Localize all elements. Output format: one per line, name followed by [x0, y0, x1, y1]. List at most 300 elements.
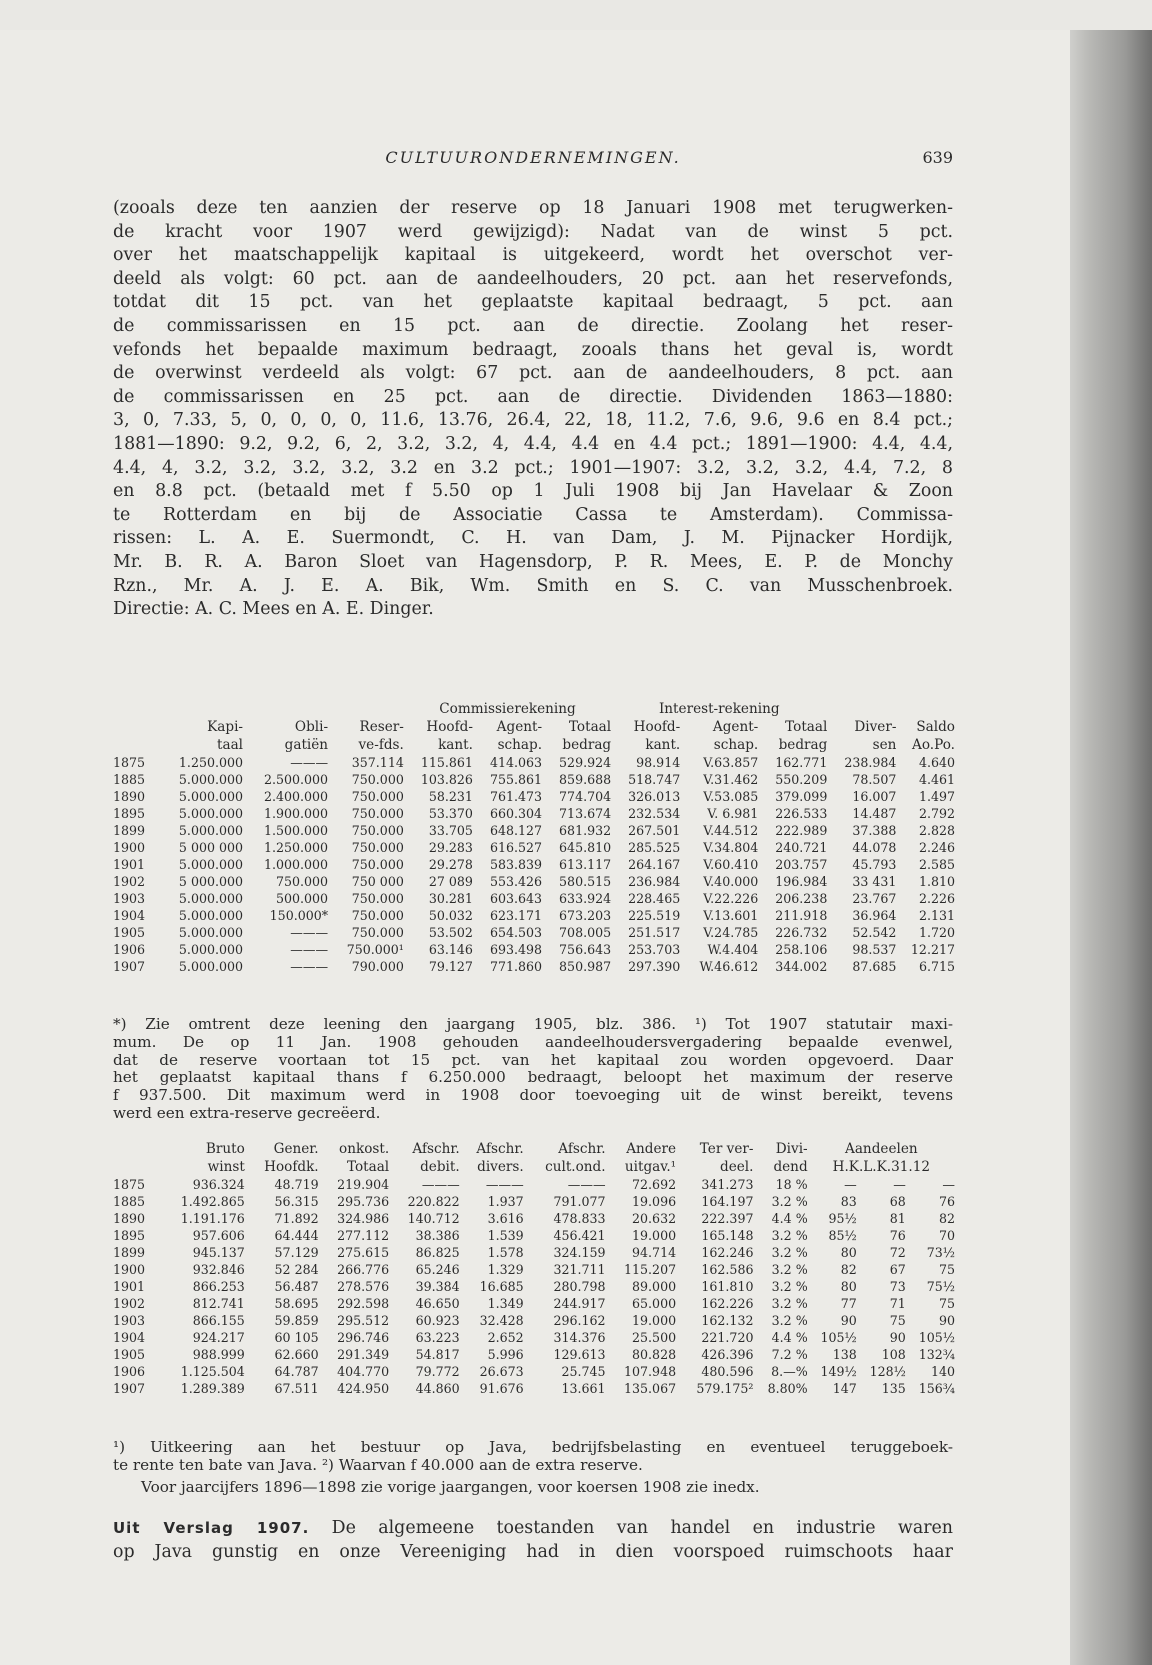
body-line: de kracht voor 1907 werd gewijzigd): Nadat van de winst 5 pct.: [113, 221, 953, 242]
value-cell: 4.461: [918, 772, 955, 787]
column-header: ve-fds.: [358, 737, 404, 753]
value-cell: 456.421: [553, 1228, 606, 1243]
value-cell: 82: [840, 1262, 857, 1277]
column-header: divers.: [477, 1159, 524, 1175]
value-cell: 135.067: [624, 1381, 677, 1396]
header-row: [113, 1140, 955, 1158]
value-cell: 1.250.000: [178, 755, 244, 770]
header-row: [113, 1158, 955, 1176]
group-header-row: [113, 700, 955, 718]
value-cell: 226.533: [775, 806, 828, 821]
value-cell: 75½: [926, 1279, 955, 1294]
value-cell: 750.000: [351, 789, 404, 804]
year-cell: 1903: [113, 1313, 146, 1328]
year-cell: 1905: [113, 925, 146, 940]
value-cell: 58.231: [428, 789, 473, 804]
value-cell: 64.444: [274, 1228, 319, 1243]
table-row: [113, 1278, 955, 1295]
profit-table-footnote: [113, 1439, 953, 1475]
value-cell: 1.000.000: [263, 857, 329, 872]
year-cell: 1901: [113, 857, 146, 872]
page-header: [113, 148, 953, 172]
column-header: schap.: [497, 737, 543, 753]
value-cell: 258.106: [775, 942, 828, 957]
table-row: [113, 890, 955, 907]
column-header: Ter ver-: [699, 1141, 754, 1157]
value-cell: 812.741: [192, 1296, 245, 1311]
year-cell: 1900: [113, 1262, 146, 1277]
year-header-cell: [113, 736, 158, 754]
value-cell: ———: [567, 1177, 606, 1192]
value-cell: V.60.410: [703, 857, 759, 872]
value-cell: 14.487: [852, 806, 897, 821]
table-row: [113, 754, 955, 771]
value-cell: V.22.226: [703, 891, 759, 906]
value-cell: V.13.601: [703, 908, 759, 923]
column-header: winst: [207, 1159, 245, 1175]
value-cell: 138: [832, 1347, 857, 1362]
value-cell: 633.924: [559, 891, 612, 906]
value-cell: 291.349: [337, 1347, 390, 1362]
value-cell: 75: [889, 1313, 906, 1328]
value-cell: 774.704: [559, 789, 612, 804]
value-cell: ———: [290, 942, 329, 957]
value-cell: 1.578: [487, 1245, 524, 1260]
table-row: [113, 1210, 955, 1227]
value-cell: 65.246: [415, 1262, 460, 1277]
value-cell: 36.964: [852, 908, 897, 923]
footnote-line: dat de reserve voortaan tot 15 pct. van het kapitaal zou worden opgevoerd. Daar: [113, 1050, 953, 1069]
value-cell: 81: [889, 1211, 906, 1226]
value-cell: 37.388: [852, 823, 897, 838]
body-line: vefonds het bepaalde maximum bedraagt, zooals thans het geval is, wordt: [113, 339, 953, 360]
column-header: Afschr.: [412, 1141, 460, 1157]
value-cell: 404.770: [337, 1364, 390, 1379]
value-cell: 295.512: [337, 1313, 390, 1328]
value-cell: 478.833: [553, 1211, 606, 1226]
value-cell: 3.2 %: [771, 1228, 808, 1243]
value-cell: 623.171: [489, 908, 543, 923]
column-header: sen: [872, 737, 897, 753]
year-cell: 1895: [113, 1228, 146, 1243]
body-line: totdat dit 15 pct. van het geplaatste kapitaal bedraagt, 5 pct. aan: [113, 292, 953, 313]
year-cell: 1875: [113, 755, 146, 770]
column-header: Afschr.: [476, 1141, 524, 1157]
column-header: Agent-: [712, 719, 759, 735]
group-header-interest-rekening: Interest-rekening: [658, 701, 780, 717]
value-cell: 38.386: [415, 1228, 460, 1243]
value-cell: 1.810: [918, 874, 955, 889]
year-cell: 1907: [113, 959, 146, 974]
value-cell: 424.950: [337, 1381, 390, 1396]
value-cell: 57.129: [274, 1245, 319, 1260]
value-cell: 80: [840, 1245, 857, 1260]
value-cell: 344.002: [775, 959, 828, 974]
value-cell: 98.537: [852, 942, 897, 957]
value-cell: 67: [889, 1262, 906, 1277]
value-cell: 267.501: [628, 823, 681, 838]
value-cell: 924.217: [192, 1330, 245, 1345]
value-cell: 3.2 %: [771, 1262, 808, 1277]
value-cell: 264.167: [628, 857, 681, 872]
page-number: 639: [922, 148, 953, 167]
footnote-line: het geplaatst kapitaal thans f 6.250.000 bedraagt, beloopt het maximum der reserve: [113, 1068, 953, 1087]
value-cell: V.44.512: [703, 823, 759, 838]
year-cell: 1904: [113, 1330, 146, 1345]
year-cell: 1885: [113, 772, 146, 787]
value-cell: 750.000: [351, 840, 404, 855]
value-cell: 603.643: [489, 891, 543, 906]
value-cell: 654.503: [489, 925, 543, 940]
value-cell: 645.810: [559, 840, 612, 855]
value-cell: 648.127: [489, 823, 543, 838]
table-row: [113, 958, 955, 975]
value-cell: 220.822: [407, 1194, 460, 1209]
year-header-cell: [113, 718, 158, 736]
year-header-cell: [113, 1158, 158, 1176]
value-cell: 5.000.000: [178, 823, 244, 838]
year-cell: 1903: [113, 891, 146, 906]
value-cell: 27 089: [428, 874, 473, 889]
value-cell: ———: [290, 925, 329, 940]
value-cell: 756.643: [559, 942, 612, 957]
value-cell: 3.2 %: [771, 1194, 808, 1209]
value-cell: 80: [840, 1279, 857, 1294]
year-cell: 1906: [113, 1364, 146, 1379]
value-cell: 156¾: [918, 1381, 955, 1396]
value-cell: 85½: [828, 1228, 857, 1243]
table-row: [113, 1312, 955, 1329]
value-cell: 45.793: [852, 857, 897, 872]
value-cell: 26.673: [479, 1364, 524, 1379]
value-cell: 149½: [820, 1364, 857, 1379]
value-cell: W.46.612: [699, 959, 759, 974]
year-cell: 1901: [113, 1279, 146, 1294]
value-cell: 3.2 %: [771, 1313, 808, 1328]
year-cell: 1905: [113, 1347, 146, 1362]
value-cell: 20.632: [632, 1211, 677, 1226]
year-cell: 1890: [113, 1211, 146, 1226]
value-cell: 275.615: [337, 1245, 390, 1260]
year-cell: 1890: [113, 789, 146, 804]
body-line: en 8.8 pct. (betaald met f 5.50 op 1 Juli 1908 bij Jan Havelaar & Zoon: [113, 481, 953, 502]
value-cell: 90: [840, 1313, 857, 1328]
column-header: Obli-: [294, 719, 329, 735]
value-cell: 379.099: [775, 789, 828, 804]
column-header: Aandeelen: [845, 1141, 918, 1157]
value-cell: 226.732: [775, 925, 828, 940]
value-cell: 203.757: [775, 857, 828, 872]
column-header: Totaal: [346, 1159, 390, 1175]
balance-table-footnote: [113, 1016, 953, 1123]
value-cell: 23.767: [852, 891, 897, 906]
value-cell: 1.937: [487, 1194, 524, 1209]
value-cell: 52.542: [852, 925, 897, 940]
value-cell: 60.923: [415, 1313, 460, 1328]
value-cell: 206.238: [775, 891, 828, 906]
value-cell: 46.650: [415, 1296, 460, 1311]
table-row: [113, 839, 955, 856]
spacer-cell: [113, 700, 158, 718]
value-cell: 1.720: [918, 925, 955, 940]
value-cell: 221.720: [701, 1330, 754, 1345]
value-cell: 580.515: [559, 874, 612, 889]
value-cell: 72: [889, 1245, 906, 1260]
column-header: Totaal: [785, 719, 828, 735]
body-line: 4.4, 4, 3.2, 3.2, 3.2, 3.2, 3.2 en 3.2 pct.; 1901—1907: 3.2, 3.2, 3.2, 4.4, 7.2, 8: [113, 457, 953, 478]
closing-paragraph: [113, 1517, 953, 1564]
value-cell: 75: [938, 1262, 955, 1277]
value-cell: 140: [930, 1364, 955, 1379]
value-cell: 115.207: [624, 1262, 677, 1277]
value-cell: 73½: [926, 1245, 955, 1260]
value-cell: 1.349: [487, 1296, 524, 1311]
value-cell: 65.000: [632, 1296, 677, 1311]
value-cell: 211.918: [775, 908, 828, 923]
value-cell: 78.507: [852, 772, 897, 787]
value-cell: 341.273: [701, 1177, 754, 1192]
value-cell: 25.500: [632, 1330, 677, 1345]
closing-line-1-text: De algemeene toestanden van handel en industrie waren: [331, 1518, 953, 1538]
value-cell: 1.125.504: [180, 1364, 245, 1379]
value-cell: 553.426: [489, 874, 543, 889]
value-cell: 25.745: [561, 1364, 606, 1379]
value-cell: 236.984: [628, 874, 681, 889]
value-cell: 426.396: [701, 1347, 754, 1362]
column-header: Gener.: [273, 1141, 319, 1157]
column-header: schap.: [713, 737, 759, 753]
body-line: Rzn., Mr. A. J. E. A. Bik, Wm. Smith en S. C. van Musschenbroek.: [113, 575, 953, 596]
value-cell: 750.000: [275, 874, 329, 889]
column-header: bedrag: [562, 737, 612, 753]
column-header: kant.: [645, 737, 681, 753]
value-cell: 132¾: [918, 1347, 955, 1362]
value-cell: 53.502: [428, 925, 473, 940]
value-cell: 357.114: [351, 755, 404, 770]
value-cell: 73: [889, 1279, 906, 1294]
table-row: [113, 1295, 955, 1312]
value-cell: 550.209: [775, 772, 828, 787]
value-cell: 708.005: [559, 925, 612, 940]
year-cell: 1902: [113, 874, 146, 889]
table-row: [113, 771, 955, 788]
value-cell: 2.828: [918, 823, 955, 838]
column-header: Afschr.: [558, 1141, 606, 1157]
value-cell: 660.304: [489, 806, 543, 821]
body-line: deeld als volgt: 60 pct. aan de aandeelhouders, 20 pct. aan het reservefonds,: [113, 268, 953, 289]
value-cell: 755.861: [489, 772, 543, 787]
table-row: [113, 1363, 955, 1380]
table-row: [113, 1176, 955, 1193]
value-cell: 5.000.000: [178, 806, 244, 821]
value-cell: 71: [889, 1296, 906, 1311]
body-line: Mr. B. R. A. Baron Sloet van Hagensdorp, P. R. Mees, E. P. de Monchy: [113, 551, 953, 572]
table-row: [113, 941, 955, 958]
value-cell: 80.828: [632, 1347, 677, 1362]
value-cell: 1.500.000: [263, 823, 329, 838]
value-cell: 82: [938, 1211, 955, 1226]
value-cell: 5.000.000: [178, 891, 244, 906]
value-cell: 266.776: [337, 1262, 390, 1277]
value-cell: 1.191.176: [180, 1211, 245, 1226]
value-cell: W.4.404: [707, 942, 759, 957]
value-cell: 280.798: [553, 1279, 606, 1294]
table-row: [113, 924, 955, 941]
value-cell: 71.892: [274, 1211, 319, 1226]
column-header: Hoofd-: [633, 719, 681, 735]
book-page-edge: [1070, 30, 1152, 1665]
header-row: [113, 736, 955, 754]
value-cell: ———: [290, 755, 329, 770]
column-header: Divi-: [775, 1141, 808, 1157]
column-header: cult.ond.: [545, 1159, 606, 1175]
value-cell: 583.839: [489, 857, 543, 872]
value-cell: V.63.857: [703, 755, 759, 770]
value-cell: 4.640: [918, 755, 955, 770]
table-row: [113, 822, 955, 839]
year-cell: 1902: [113, 1296, 146, 1311]
value-cell: 16.007: [852, 789, 897, 804]
value-cell: 713.674: [559, 806, 612, 821]
value-cell: 414.063: [489, 755, 543, 770]
value-cell: 321.711: [553, 1262, 606, 1277]
value-cell: 162.132: [701, 1313, 754, 1328]
value-cell: 64.787: [274, 1364, 319, 1379]
value-cell: 1.900.000: [263, 806, 329, 821]
value-cell: 72.692: [632, 1177, 677, 1192]
value-cell: 2.585: [918, 857, 955, 872]
value-cell: 91.676: [479, 1381, 524, 1396]
value-cell: 6.715: [918, 959, 955, 974]
value-cell: 292.598: [337, 1296, 390, 1311]
value-cell: —: [942, 1177, 955, 1192]
value-cell: 105½: [820, 1330, 857, 1345]
year-cell: 1895: [113, 806, 146, 821]
value-cell: ———: [485, 1177, 524, 1192]
value-cell: 44.078: [852, 840, 897, 855]
value-cell: 75: [938, 1296, 955, 1311]
value-cell: 251.517: [628, 925, 681, 940]
value-cell: 3.616: [487, 1211, 524, 1226]
value-cell: 945.137: [192, 1245, 245, 1260]
value-cell: 750.000: [351, 806, 404, 821]
spacer-cell: [896, 700, 955, 718]
value-cell: 5.000.000: [178, 959, 244, 974]
body-line: 3, 0, 7.33, 5, 0, 0, 0, 0, 11.6, 13.76, 26.4, 22, 18, 11.2, 7.6, 9.6, 9.6 en 8.4 pct.;: [113, 410, 953, 431]
value-cell: 115.861: [420, 755, 473, 770]
value-cell: 63.146: [428, 942, 473, 957]
value-cell: 240.721: [775, 840, 828, 855]
value-cell: 86.825: [415, 1245, 460, 1260]
value-cell: V.34.804: [703, 840, 759, 855]
value-cell: 30.281: [428, 891, 473, 906]
reference-note-text: Voor jaarcijfers 1896—1898 zie vorige jaargangen, voor koersen 1908 zie inedx.: [141, 1478, 760, 1496]
value-cell: 326.013: [628, 789, 681, 804]
value-cell: 13.661: [561, 1381, 606, 1396]
year-cell: 1875: [113, 1177, 146, 1192]
value-cell: 44.860: [415, 1381, 460, 1396]
profit-table: [113, 1140, 955, 1397]
closing-line-1: [113, 1517, 953, 1541]
value-cell: 5.000.000: [178, 942, 244, 957]
column-header: debit.: [420, 1159, 460, 1175]
value-cell: 2.400.000: [263, 789, 329, 804]
column-header: uitgav.¹: [624, 1159, 677, 1175]
table-row: [113, 856, 955, 873]
value-cell: 750.000: [351, 908, 404, 923]
closing-lead: Uit Verslag 1907.: [113, 1519, 310, 1537]
body-line: de commissarissen en 25 pct. aan de directie. Dividenden 1863—1880:: [113, 386, 953, 407]
value-cell: 3.2 %: [771, 1279, 808, 1294]
value-cell: 750.000: [351, 925, 404, 940]
value-cell: 50.032: [428, 908, 473, 923]
value-cell: 1.329: [487, 1262, 524, 1277]
value-cell: 2.226: [918, 891, 955, 906]
header-row: [113, 718, 955, 736]
body-line: 1881—1890: 9.2, 9.2, 6, 2, 3.2, 3.2, 4, 4.4, 4.4 en 4.4 pct.; 1891—1900: 4.4, 4.4,: [113, 433, 953, 454]
value-cell: 89.000: [632, 1279, 677, 1294]
value-cell: 39.384: [415, 1279, 460, 1294]
value-cell: 77: [840, 1296, 857, 1311]
value-cell: 129.613: [553, 1347, 606, 1362]
value-cell: 296.162: [553, 1313, 606, 1328]
value-cell: 790.000: [351, 959, 404, 974]
value-cell: 29.278: [428, 857, 473, 872]
body-line: te Rotterdam en bij de Associatie Cassa te Amsterdam). Commissa-: [113, 504, 953, 525]
value-cell: V.40.000: [703, 874, 759, 889]
year-cell: 1899: [113, 823, 146, 838]
column-header: taal: [217, 737, 244, 753]
value-cell: 147: [832, 1381, 857, 1396]
value-cell: 4.4 %: [771, 1330, 808, 1345]
year-cell: 1885: [113, 1194, 146, 1209]
value-cell: 103.826: [420, 772, 473, 787]
value-cell: 932.846: [192, 1262, 245, 1277]
value-cell: 673.203: [559, 908, 612, 923]
value-cell: 5 000 000: [178, 840, 244, 855]
value-cell: 76: [889, 1228, 906, 1243]
column-header: bedrag: [778, 737, 828, 753]
column-header: Hoofd-: [426, 719, 473, 735]
value-cell: 107.948: [624, 1364, 677, 1379]
value-cell: 98.914: [636, 755, 681, 770]
value-cell: 8.—%: [771, 1364, 808, 1379]
value-cell: 295.736: [337, 1194, 390, 1209]
value-cell: 95½: [828, 1211, 857, 1226]
value-cell: 105½: [918, 1330, 955, 1345]
value-cell: 165.148: [701, 1228, 754, 1243]
value-cell: 94.714: [632, 1245, 677, 1260]
year-cell: 1900: [113, 840, 146, 855]
value-cell: 616.527: [489, 840, 543, 855]
value-cell: 196.984: [775, 874, 828, 889]
value-cell: 228.465: [628, 891, 681, 906]
value-cell: 162.586: [701, 1262, 754, 1277]
table-row: [113, 1193, 955, 1210]
value-cell: 19.000: [632, 1228, 677, 1243]
value-cell: 29.283: [428, 840, 473, 855]
body-line: Directie: A. C. Mees en A. E. Dinger.: [113, 599, 434, 620]
spacer-cell: [158, 700, 404, 718]
value-cell: 750.000: [351, 823, 404, 838]
table-row: [113, 1261, 955, 1278]
value-cell: 108: [881, 1347, 906, 1362]
year-cell: 1904: [113, 908, 146, 923]
spacer-cell: [827, 700, 896, 718]
value-cell: 5 000.000: [178, 874, 244, 889]
value-cell: V. 6.981: [707, 806, 759, 821]
value-cell: 79.127: [428, 959, 473, 974]
